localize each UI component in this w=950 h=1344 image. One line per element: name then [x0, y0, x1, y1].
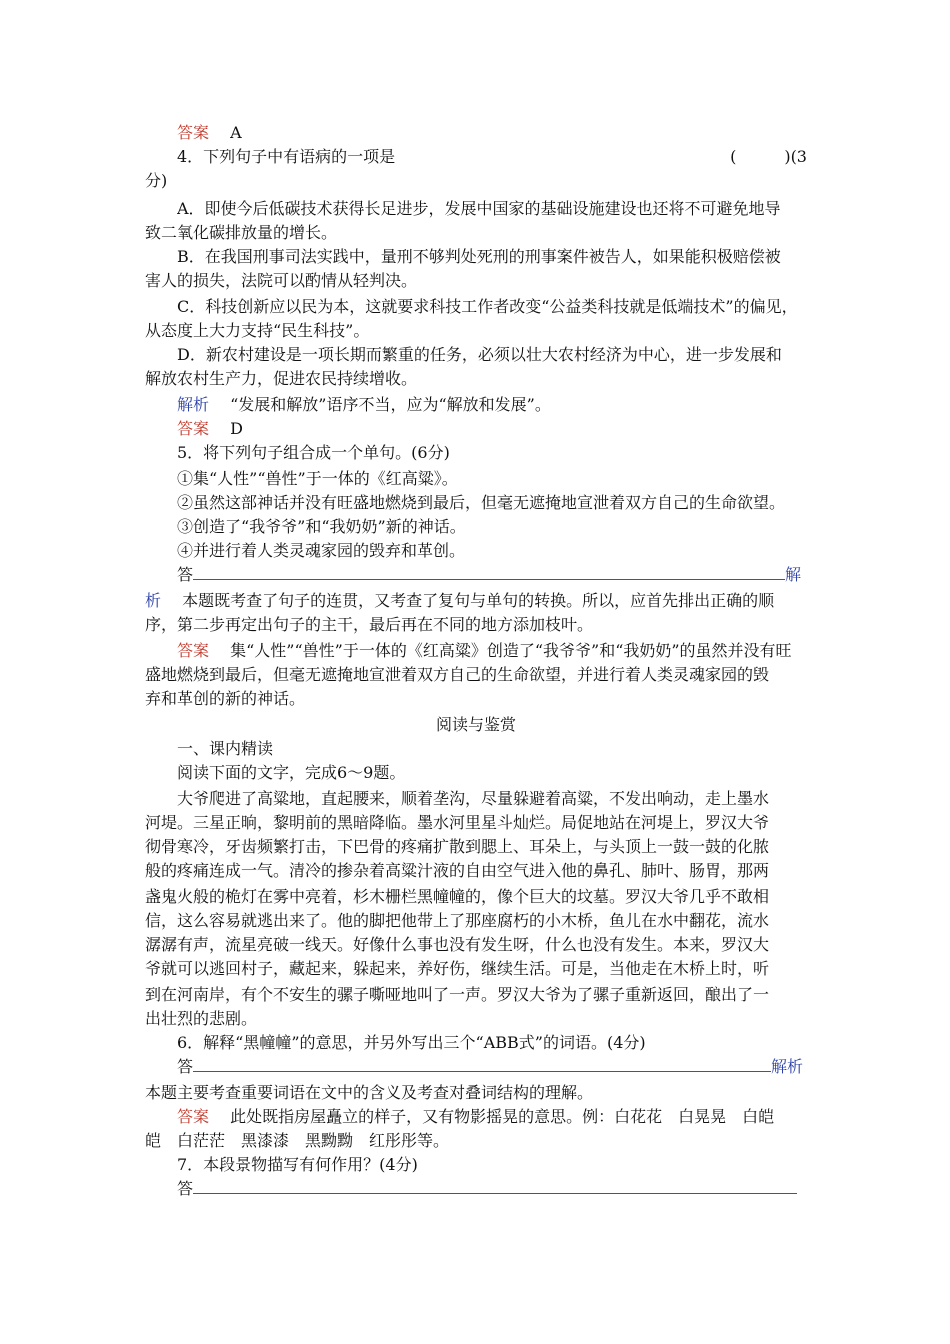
- analysis-text: 本题既考查了句子的连贯，又考查了复句与单句的转换。所以，应首先排出正确的顺: [182, 591, 775, 610]
- passage-line-3: 彻骨寒冷，牙齿频繁打击，下巴骨的疼痛扩散到腮上、耳朵上，与头顶上一鼓一鼓的化脓: [145, 837, 770, 856]
- answer-prefix: 答: [177, 1179, 194, 1198]
- answer-value: A: [230, 123, 242, 142]
- question-4: [177, 146, 807, 168]
- analysis-q6: 本题主要考查重要词语在文中的含义及考查对叠词结构的理解。: [145, 1083, 594, 1102]
- analysis-label: 解析: [771, 1057, 804, 1076]
- analysis-q4: [177, 394, 807, 416]
- passage-line-5: 盏鬼火般的桅灯在雾中亮着，杉木栅栏黑幢幢的，像个巨大的坟墓。罗汉大爷几乎不敢相: [145, 887, 770, 906]
- question-4-text: 4．下列句子中有语病的一项是: [177, 147, 396, 166]
- answer-text: 集“人性”“兽性”于一体的《红高粱》创造了“我爷爷”和“我奶奶”的虽然并没有旺: [230, 641, 792, 660]
- answer-label: 答案: [177, 419, 210, 438]
- option-a-line2: 致二氧化碳排放量的增长。: [145, 223, 338, 242]
- answer-value: D: [230, 419, 243, 438]
- answer-prefix: 答: [177, 565, 194, 584]
- answer-label: 答案: [177, 641, 210, 660]
- answer-q6-line1: [177, 1106, 807, 1128]
- question-6: 6．解释“黑幢幢”的意思，并另外写出三个“ABB式”的词语。(4分): [177, 1033, 646, 1052]
- section-title: 阅读与鉴赏: [435, 715, 516, 734]
- option-c-line1: C．科技创新应以民为本，这就要求科技工作者改变“公益类科技就是低端技术”的偏见，: [177, 297, 798, 316]
- sentence-3: ③创造了“我爷爷”和“我奶奶”新的神话。: [177, 517, 466, 536]
- answer-blank[interactable]: [193, 564, 785, 580]
- option-c-line2: 从态度上大力支持“民生科技”。: [145, 321, 370, 340]
- answer-q5-line3: 弃和革创的新的神话。: [145, 689, 306, 708]
- sentence-2: ②虽然这部神话并没有旺盛地燃烧到最后，但毫无遮掩地宣泄着双方自己的生命欲望。: [177, 493, 786, 512]
- passage-line-9: 到在河南岸，有个不安生的骡子嘶哑地叫了一声。罗汉大爷为了骡子重新返回，酿出了一: [145, 985, 770, 1004]
- passage-line-6: 信，这么容易就逃出来了。他的脚把他带上了那座腐朽的小木桥，鱼儿在水中翻花，流水: [145, 911, 770, 930]
- answer-label: 答案: [177, 123, 210, 142]
- option-b-line2: 害人的损失，法院可以酌情从轻判决。: [145, 271, 418, 290]
- analysis-q5-line2: 序，第二步再定出句子的主干，最后再在不同的地方添加枝叶。: [145, 615, 594, 634]
- sub-title: 一、课内精读: [177, 739, 274, 758]
- answer-line-q7: [177, 1178, 807, 1200]
- answer-q5-line1: [177, 640, 807, 662]
- question-5: 5．将下列句子组合成一个单句。(6分): [177, 443, 450, 462]
- answer-q6-line2: 皑 白茫茫 黑漆漆 黑黝黝 红彤彤等。: [145, 1131, 450, 1150]
- answer-line-q6: [177, 1056, 807, 1078]
- answer-text: 此处既指房屋矗立的样子，又有物影摇晃的意思。例：白花花 白晃晃 白皑: [230, 1107, 775, 1126]
- sentence-1: ①集“人性”“兽性”于一体的《红高粱》。: [177, 469, 458, 488]
- passage-line-8: 爷就可以逃回村子，藏起来，躲起来，养好伤，继续生活。可是，当他走在木桥上时，听: [145, 959, 770, 978]
- answer-label: 答案: [177, 1107, 210, 1126]
- analysis-q5-line1: [145, 590, 807, 612]
- answer-blank[interactable]: [193, 1178, 797, 1194]
- answer-q3: [177, 122, 807, 144]
- question-4-paren: ( )(3: [730, 147, 807, 166]
- passage-line-1: 大爷爬进了高粱地，直起腰来，顺着垄沟，尽量躲避着高粱，不发出响动，走上墨水: [177, 789, 770, 808]
- analysis-label: 解析: [177, 395, 210, 414]
- question-7: 7．本段景物描写有何作用？(4分): [177, 1155, 418, 1174]
- option-b-line1: B．在我国刑事司法实践中，量刑不够判处死刑的刑事案件被告人，如果能积极赔偿被: [177, 247, 781, 266]
- option-d-line1: D．新农村建设是一项长期而繁重的任务，必须以壮大农村经济为中心，进一步发展和: [177, 345, 782, 364]
- passage-line-4: 般的疼痛连成一气。清冷的掺杂着高粱汁液的自由空气进入他的鼻孔、肺叶、肠胃，那两: [145, 861, 770, 880]
- reading-instruction: 阅读下面的文字，完成6～9题。: [177, 763, 406, 782]
- answer-blank[interactable]: [193, 1056, 771, 1072]
- option-a-line1: A．即使今后低碳技术获得长足进步，发展中国家的基础设施建设也还将不可避免地导: [177, 199, 781, 218]
- passage-line-10: 出壮烈的悲剧。: [145, 1009, 258, 1028]
- question-4-score-tail: 分): [145, 171, 168, 190]
- option-d-line2: 解放农村生产力，促进农民持续增收。: [145, 369, 418, 388]
- answer-prefix: 答: [177, 1057, 194, 1076]
- analysis-label-part1: 解: [785, 565, 802, 584]
- passage-line-7: 潺潺有声，流星亮破一线天。好像什么事也没有发生呀，什么也没有发生。本来，罗汉大: [145, 935, 770, 954]
- answer-q4: [177, 418, 807, 440]
- answer-q5-line2: 盛地燃烧到最后，但毫无遮掩地宣泄着双方自己的生命欲望，并进行着人类灵魂家园的毁: [145, 665, 770, 684]
- answer-line-q5: [177, 564, 807, 586]
- analysis-text: “发展和解放”语序不当，应为“解放和发展”。: [230, 395, 551, 414]
- sentence-4: ④并进行着人类灵魂家园的毁弃和革创。: [177, 541, 466, 560]
- passage-line-2: 河堤。三星正晌，黎明前的黑暗降临。墨水河里星斗灿烂。局促地站在河堤上，罗汉大爷: [145, 813, 770, 832]
- analysis-label-part2: 析: [145, 591, 162, 610]
